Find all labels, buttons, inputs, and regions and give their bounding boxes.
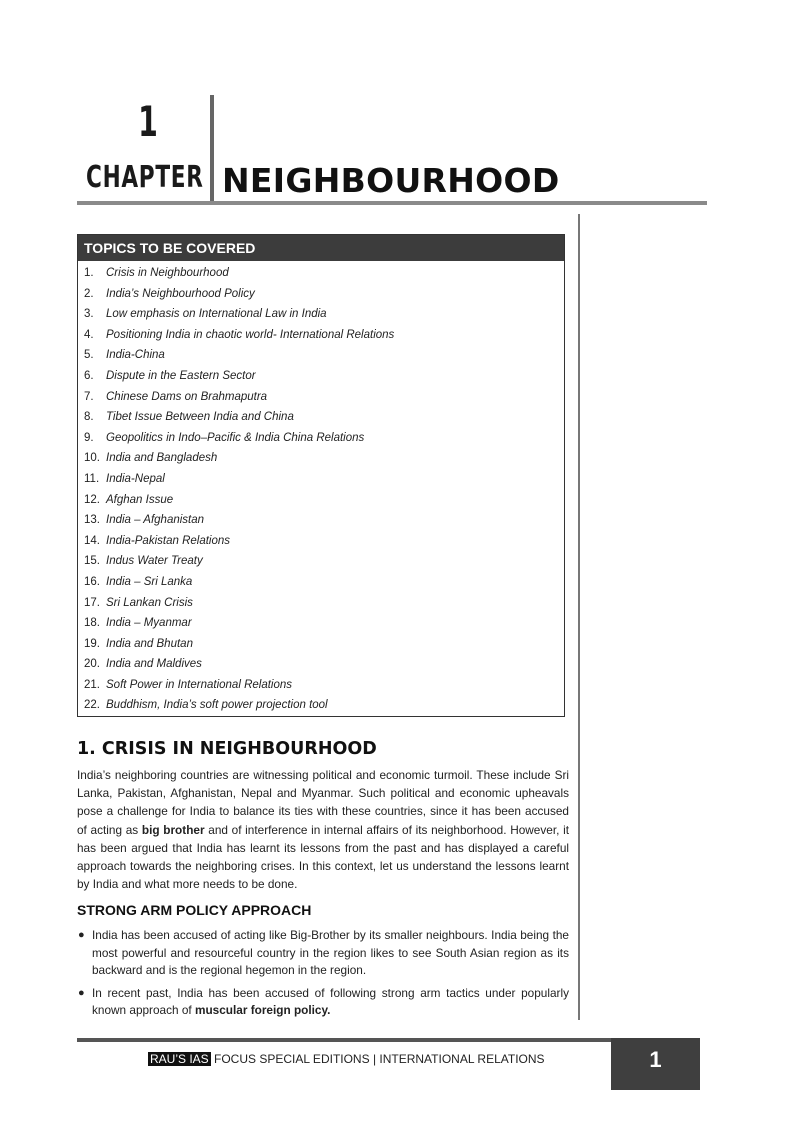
- topic-number: 10.: [84, 452, 100, 465]
- bullet-text: In recent past, India has been accused of following strong arm tactics under popularly known approach of: [92, 985, 569, 1018]
- paragraph-text: India’s neighboring countries are witnessing political and economic turmoil. These include Sri Lanka, Pakistan, Afghanistan, Nepal and Myanmar. Such political and economic upheavals pose a challenge for India to balance its ties with these countries, since it has been accused of acting as: [77, 768, 569, 837]
- topics-box: [77, 234, 565, 717]
- margin-rule: [578, 214, 580, 1020]
- topic-item: [78, 675, 564, 696]
- chapter-divider: [210, 95, 214, 203]
- topic-number: 8.: [84, 411, 94, 424]
- topic-text: India and Maldives: [106, 658, 202, 671]
- topic-item: [78, 531, 564, 552]
- section-paragraph: [77, 766, 569, 893]
- footer-brand: RAU’S IAS: [150, 1052, 209, 1066]
- topic-text: Indus Water Treaty: [106, 555, 203, 568]
- topic-item: [78, 469, 564, 490]
- topic-number: 22.: [84, 699, 100, 712]
- topic-number: 21.: [84, 678, 100, 691]
- topic-text: Positioning India in chaotic world- International Relations: [106, 328, 395, 341]
- topic-item: [78, 304, 564, 325]
- topic-text: India and Bangladesh: [106, 452, 218, 465]
- topic-number: 7.: [84, 390, 94, 403]
- topic-number: 4.: [84, 328, 94, 341]
- topic-item: [78, 654, 564, 675]
- bullet-icon: ●: [78, 986, 85, 999]
- topic-text: India – Myanmar: [106, 617, 192, 630]
- bullet-bold: muscular foreign policy.: [194, 1003, 331, 1018]
- topic-item: [78, 325, 564, 346]
- topic-text: India-Pakistan Relations: [106, 534, 231, 547]
- topic-item: [78, 366, 564, 387]
- topic-number: 3.: [84, 308, 94, 321]
- topic-number: 2.: [84, 287, 94, 300]
- topic-number: 13.: [84, 514, 100, 527]
- bullet-item: [77, 985, 569, 1020]
- topic-text: Soft Power in International Relations: [106, 678, 293, 691]
- topic-number: 1.: [84, 267, 94, 279]
- bullet-icon: ●: [78, 929, 85, 941]
- topic-text: Geopolitics in Indo–Pacific & India China Relations: [106, 431, 365, 444]
- topics-list: [78, 261, 564, 716]
- topic-item: [78, 407, 564, 428]
- footer-text: [148, 1051, 545, 1067]
- topic-number: 17.: [84, 596, 100, 609]
- topic-text: India’s Neighbourhood Policy: [106, 287, 255, 300]
- topic-text: Sri Lankan Crisis: [106, 596, 193, 609]
- topic-number: 19.: [84, 637, 100, 650]
- topic-number: 9.: [84, 431, 94, 444]
- topic-item: [78, 510, 564, 531]
- topic-text: India – Sri Lanka: [106, 575, 193, 588]
- topic-item: [78, 613, 564, 634]
- chapter-number: 1: [138, 97, 158, 146]
- topic-text: India-Nepal: [106, 472, 165, 485]
- paragraph-bold: big brother: [141, 822, 205, 837]
- topic-text: Low emphasis on International Law in India: [106, 308, 327, 321]
- topic-number: 12.: [84, 493, 100, 506]
- chapter-label: CHAPTER: [86, 160, 204, 195]
- bullet-item: [77, 927, 569, 980]
- topic-text: Tibet Issue Between India and China: [106, 411, 294, 424]
- topic-item: [78, 593, 564, 614]
- topic-number: 6.: [84, 369, 94, 382]
- topic-text: Chinese Dams on Brahmaputra: [106, 390, 268, 403]
- topic-item: [78, 428, 564, 449]
- topic-number: 18.: [84, 617, 100, 630]
- topic-number: 20.: [84, 658, 100, 671]
- topic-item: [78, 263, 564, 284]
- topic-number: 15.: [84, 555, 100, 568]
- topic-item: [78, 572, 564, 593]
- topic-item: [78, 387, 564, 408]
- subheading: STRONG ARM POLICY APPROACH: [77, 902, 312, 918]
- topic-number: 5.: [84, 349, 94, 362]
- header-rule: [77, 201, 707, 205]
- section-title: 1. CRISIS IN NEIGHBOURHOOD: [77, 739, 377, 759]
- bullet-list: [77, 927, 569, 1025]
- chapter-title: NEIGHBOURHOOD: [222, 161, 560, 200]
- topic-text: Crisis in Neighbourhood: [106, 267, 229, 279]
- page-number: 1: [611, 1038, 700, 1090]
- topic-item: [78, 695, 564, 716]
- topic-number: 14.: [84, 534, 100, 547]
- topic-text: India – Afghanistan: [106, 514, 205, 527]
- topic-text: Buddhism, India’s soft power projection tool: [106, 699, 328, 712]
- topic-text: India-China: [106, 349, 165, 362]
- footer-rule: [77, 1038, 612, 1042]
- topic-item: [78, 345, 564, 366]
- topic-text: Afghan Issue: [106, 493, 174, 506]
- topic-text: India and Bhutan: [106, 637, 193, 650]
- topic-text: Dispute in the Eastern Sector: [106, 369, 256, 382]
- topic-number: 16.: [84, 575, 100, 588]
- topic-item: [78, 634, 564, 655]
- topic-item: [78, 284, 564, 305]
- topics-heading: TOPICS TO BE COVERED: [78, 235, 564, 261]
- topic-number: 11.: [84, 472, 100, 485]
- topic-item: [78, 490, 564, 511]
- bullet-text: India has been accused of acting like Big-Brother by its smaller neighbours. India being the most powerful and resourceful country in the region likes to see South Asian region as its backward and is the regional hegemon in the region.: [92, 928, 569, 978]
- footer-edition: FOCUS SPECIAL EDITIONS | INTERNATIONAL RELATIONS: [210, 1052, 545, 1066]
- topic-item: [78, 448, 564, 469]
- topic-item: [78, 551, 564, 572]
- paragraph-text: and of interference in internal affairs of its neighborhood. However, it has been argued that India has learnt its lessons from the past and has displayed a careful approach towards the neighboring crises. In this context, let us understand the lessons learnt by India and what more needs to be done.: [77, 822, 569, 892]
